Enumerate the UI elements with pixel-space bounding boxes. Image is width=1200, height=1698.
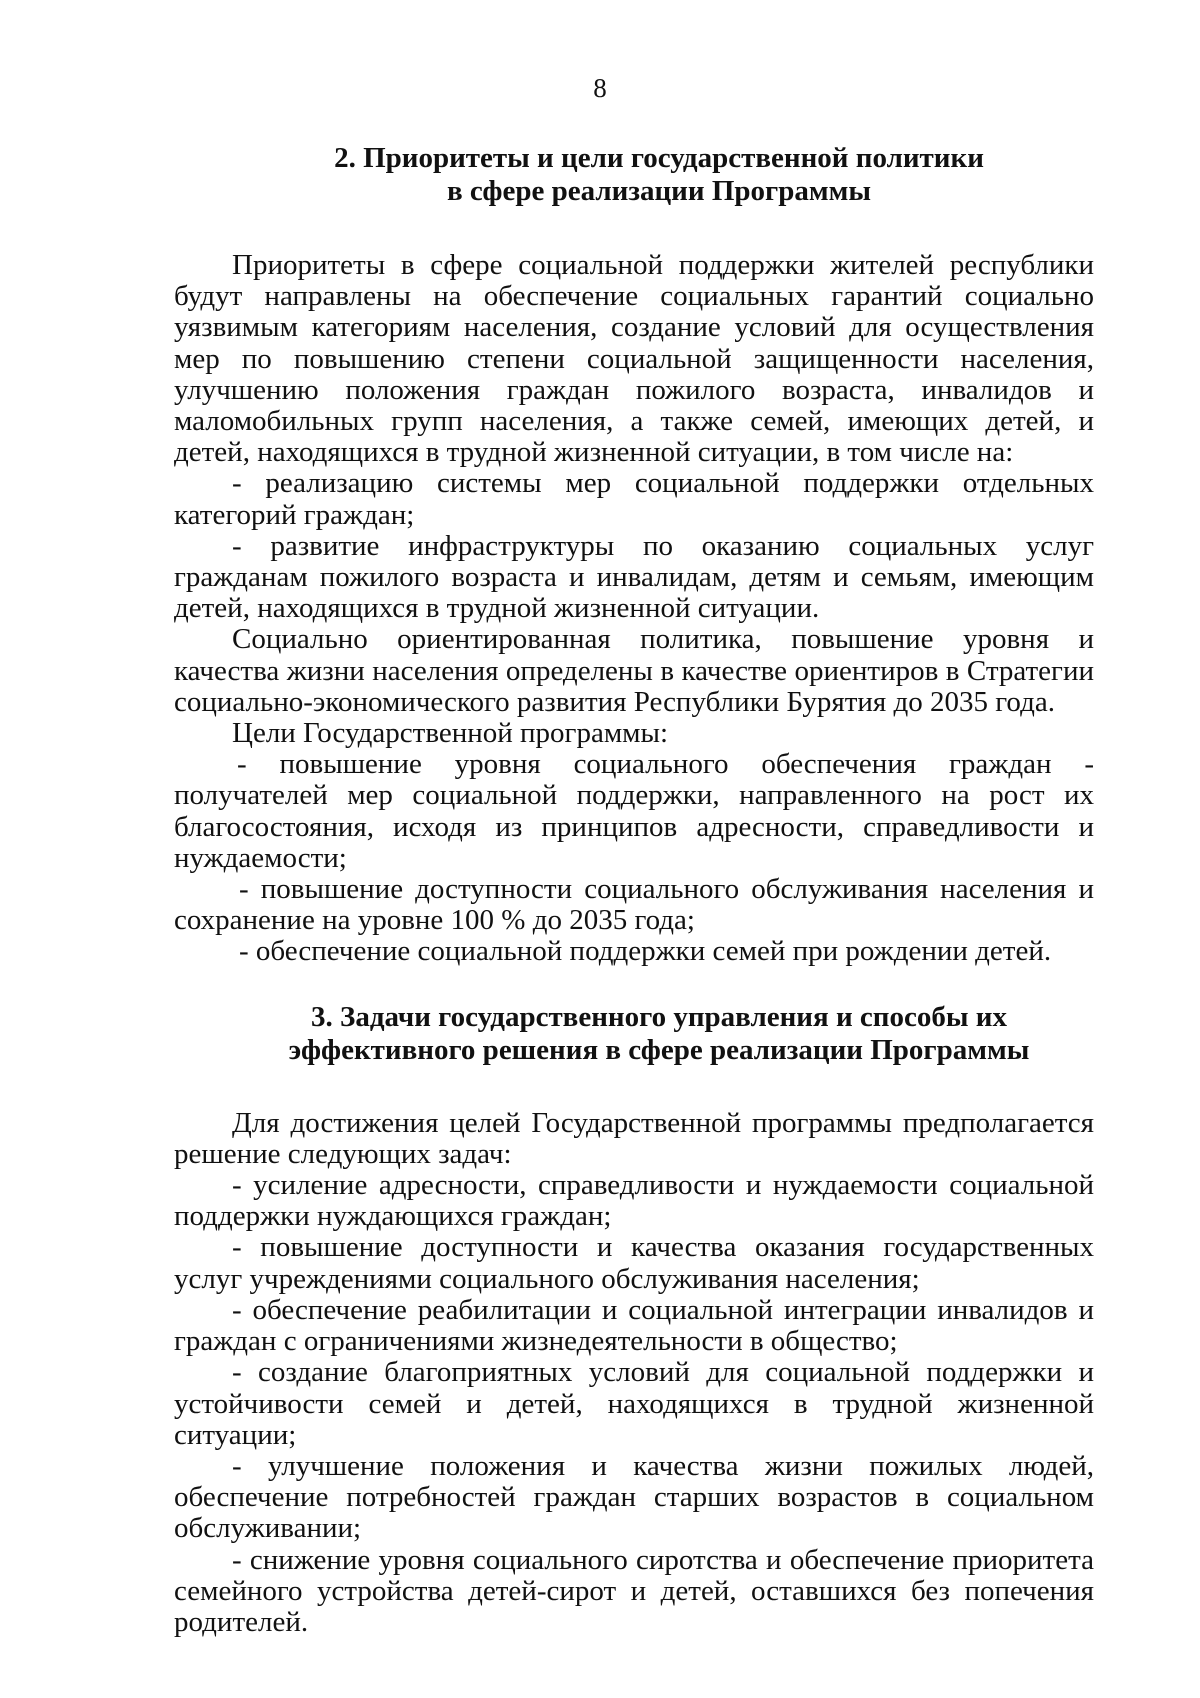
section-2-goal-accessibility: - повышение доступности социального обслуживания населения и сохранение на уровне 100 % до 2035 года; — [174, 873, 1094, 937]
section-2-heading — [180, 142, 1138, 208]
section-3-task-elderly: - улучшение положения и качества жизни пожилых людей, обеспечение потребностей граждан старших возрастов в социальном обслуживании; — [174, 1449, 1094, 1545]
section-2-strategy-paragraph: Социально ориентированная политика, повышение уровня и качества жизни населения определены в качестве ориентиров в Стратегии социально-экономического развития Республики Бурятия до 2035 года. — [174, 623, 1094, 718]
section-2-goal-family-support: - обеспечение социальной поддержки семей при рождении детей. — [239, 935, 1052, 968]
section-3-task-rehabilitation: - обеспечение реабилитации и социальной интеграции инвалидов и граждан с ограничениями жизнедеятельности в общество; — [174, 1293, 1094, 1358]
document-body — [174, 142, 1094, 1638]
section-2-goal-social-security: - повышение уровня социального обеспечения граждан - получателей мер социальной поддержки, направленного на рост их благосостояния, исходя из принципов адресности, справедливости и нуждаемости; — [174, 748, 1094, 874]
section-3-task-family-conditions: - создание благоприятных условий для социальной поддержки и устойчивости семей и детей, находящихся в трудной жизненной ситуации; — [174, 1356, 1094, 1451]
section-3-heading-line-2: эффективного решения в сфере реализации Программы — [288, 1033, 1030, 1066]
section-2-priorities-paragraph: Приоритеты в сфере социальной поддержки жителей республики будут направлены на обеспечение социальных гарантий социально уязвимым категориям населения, создание условий для осуществления мер по повышению степени социальной защищенности населения, улучшению положения граждан пожилого возраста, инвалидов и маломобильных групп населения, а также семей, имеющих детей, и детей, находящихся в трудной жизненной ситуации, в том числе на: — [174, 249, 1094, 469]
section-2-goals-label: Цели Государственной программы: — [232, 717, 669, 750]
section-2-bullet-infrastructure: - развитие инфраструктуры по оказанию социальных услуг гражданам пожилого возраста и инвалидам, детям и семьям, имеющим детей, находящихся в трудной жизненной ситуации. — [174, 529, 1094, 625]
section-3-task-service-quality: - повышение доступности и качества оказания государственных услуг учреждениями социального обслуживания населения; — [174, 1231, 1094, 1295]
section-2-heading-line-1: 2. Приоритеты и цели государственной политики — [334, 142, 984, 174]
section-3-heading-line-1: 3. Задачи государственного управления и способы их — [311, 1000, 1007, 1033]
section-2-heading-line-2: в сфере реализации Программы — [447, 175, 871, 207]
section-3-heading — [200, 1001, 1118, 1067]
section-3-intro-paragraph: Для достижения целей Государственной программы предполагается решение следующих задач: — [174, 1106, 1094, 1170]
page-number: 8 — [593, 73, 607, 103]
section-2-bullet-social-support: - реализацию системы мер социальной поддержки отдельных категорий граждан; — [174, 467, 1094, 531]
section-3-task-targeting: - усиление адресности, справедливости и нуждаемости социальной поддержки нуждающихся граждан; — [174, 1169, 1094, 1233]
section-3-task-orphanhood: - снижение уровня социального сиротства и обеспечение приоритета семейного устройства детей-сирот и детей, оставшихся без попечения родителей. — [174, 1543, 1094, 1638]
